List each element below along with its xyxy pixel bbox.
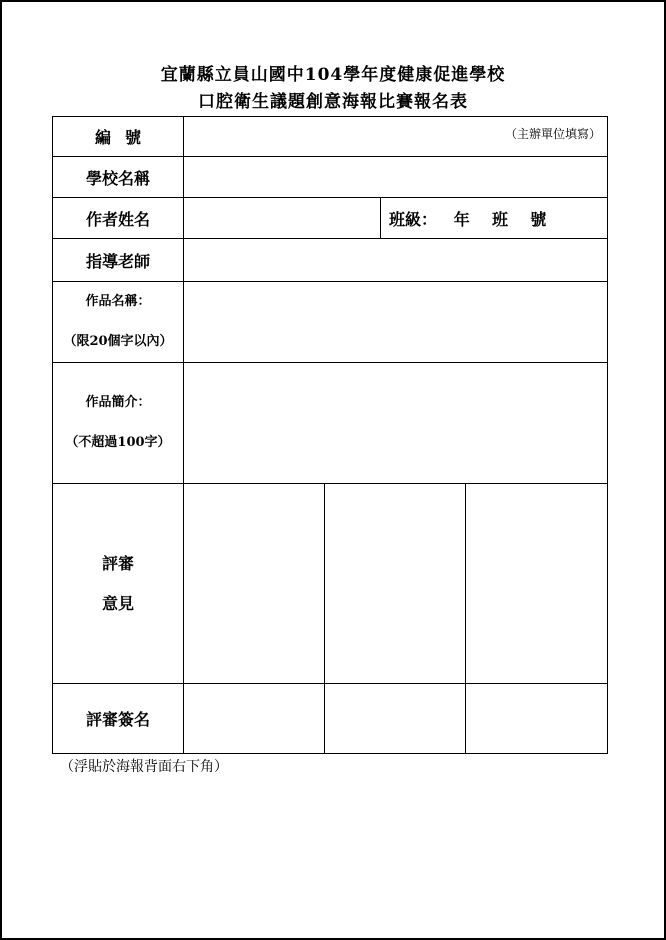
author-field[interactable] <box>184 198 381 239</box>
teacher-field[interactable] <box>184 239 608 282</box>
work-name-limit-text: （限20個字以內） <box>63 334 173 349</box>
work-name-label <box>53 282 184 363</box>
review-field-2[interactable] <box>325 484 466 684</box>
row-review <box>53 484 608 684</box>
signature-label: 評審簽名 <box>53 684 184 754</box>
review-label-line1: 評審 <box>101 553 134 573</box>
row-author <box>53 198 608 239</box>
intro-label-text: 作品簡介： <box>85 395 151 410</box>
work-name-field[interactable] <box>184 282 608 363</box>
serial-note: （主辦單位填寫） <box>505 127 602 141</box>
row-signature <box>53 684 608 754</box>
serial-field[interactable] <box>184 117 608 157</box>
teacher-label: 指導老師 <box>53 239 184 282</box>
work-name-label-text: 作品名稱： <box>85 294 151 309</box>
signature-field-1[interactable] <box>184 684 325 754</box>
row-school <box>53 157 608 198</box>
class-field[interactable]: 班級： 年 班 號 <box>381 198 608 239</box>
serial-label: 編號 <box>53 117 184 157</box>
review-label <box>53 484 184 684</box>
intro-limit-text: （不超過100字） <box>65 435 171 450</box>
page-subtitle: 口腔衛生議題創意海報比賽報名表 <box>198 92 468 112</box>
author-label: 作者姓名 <box>53 198 184 239</box>
signature-field-2[interactable] <box>325 684 466 754</box>
row-serial <box>53 117 608 157</box>
registration-form <box>52 116 608 754</box>
signature-field-3[interactable] <box>466 684 608 754</box>
intro-field[interactable] <box>184 363 608 484</box>
review-field-3[interactable] <box>466 484 608 684</box>
row-work-name <box>53 282 608 363</box>
school-label: 學校名稱 <box>53 157 184 198</box>
review-label-line2: 意見 <box>101 593 134 613</box>
row-teacher <box>53 239 608 282</box>
page-title: 宜蘭縣立員山國中104學年度健康促進學校 <box>160 65 506 85</box>
intro-label <box>53 363 184 484</box>
row-intro <box>53 363 608 484</box>
review-field-1[interactable] <box>184 484 325 684</box>
school-field[interactable] <box>184 157 608 198</box>
footer-note: （浮貼於海報背面右下角） <box>60 759 228 775</box>
